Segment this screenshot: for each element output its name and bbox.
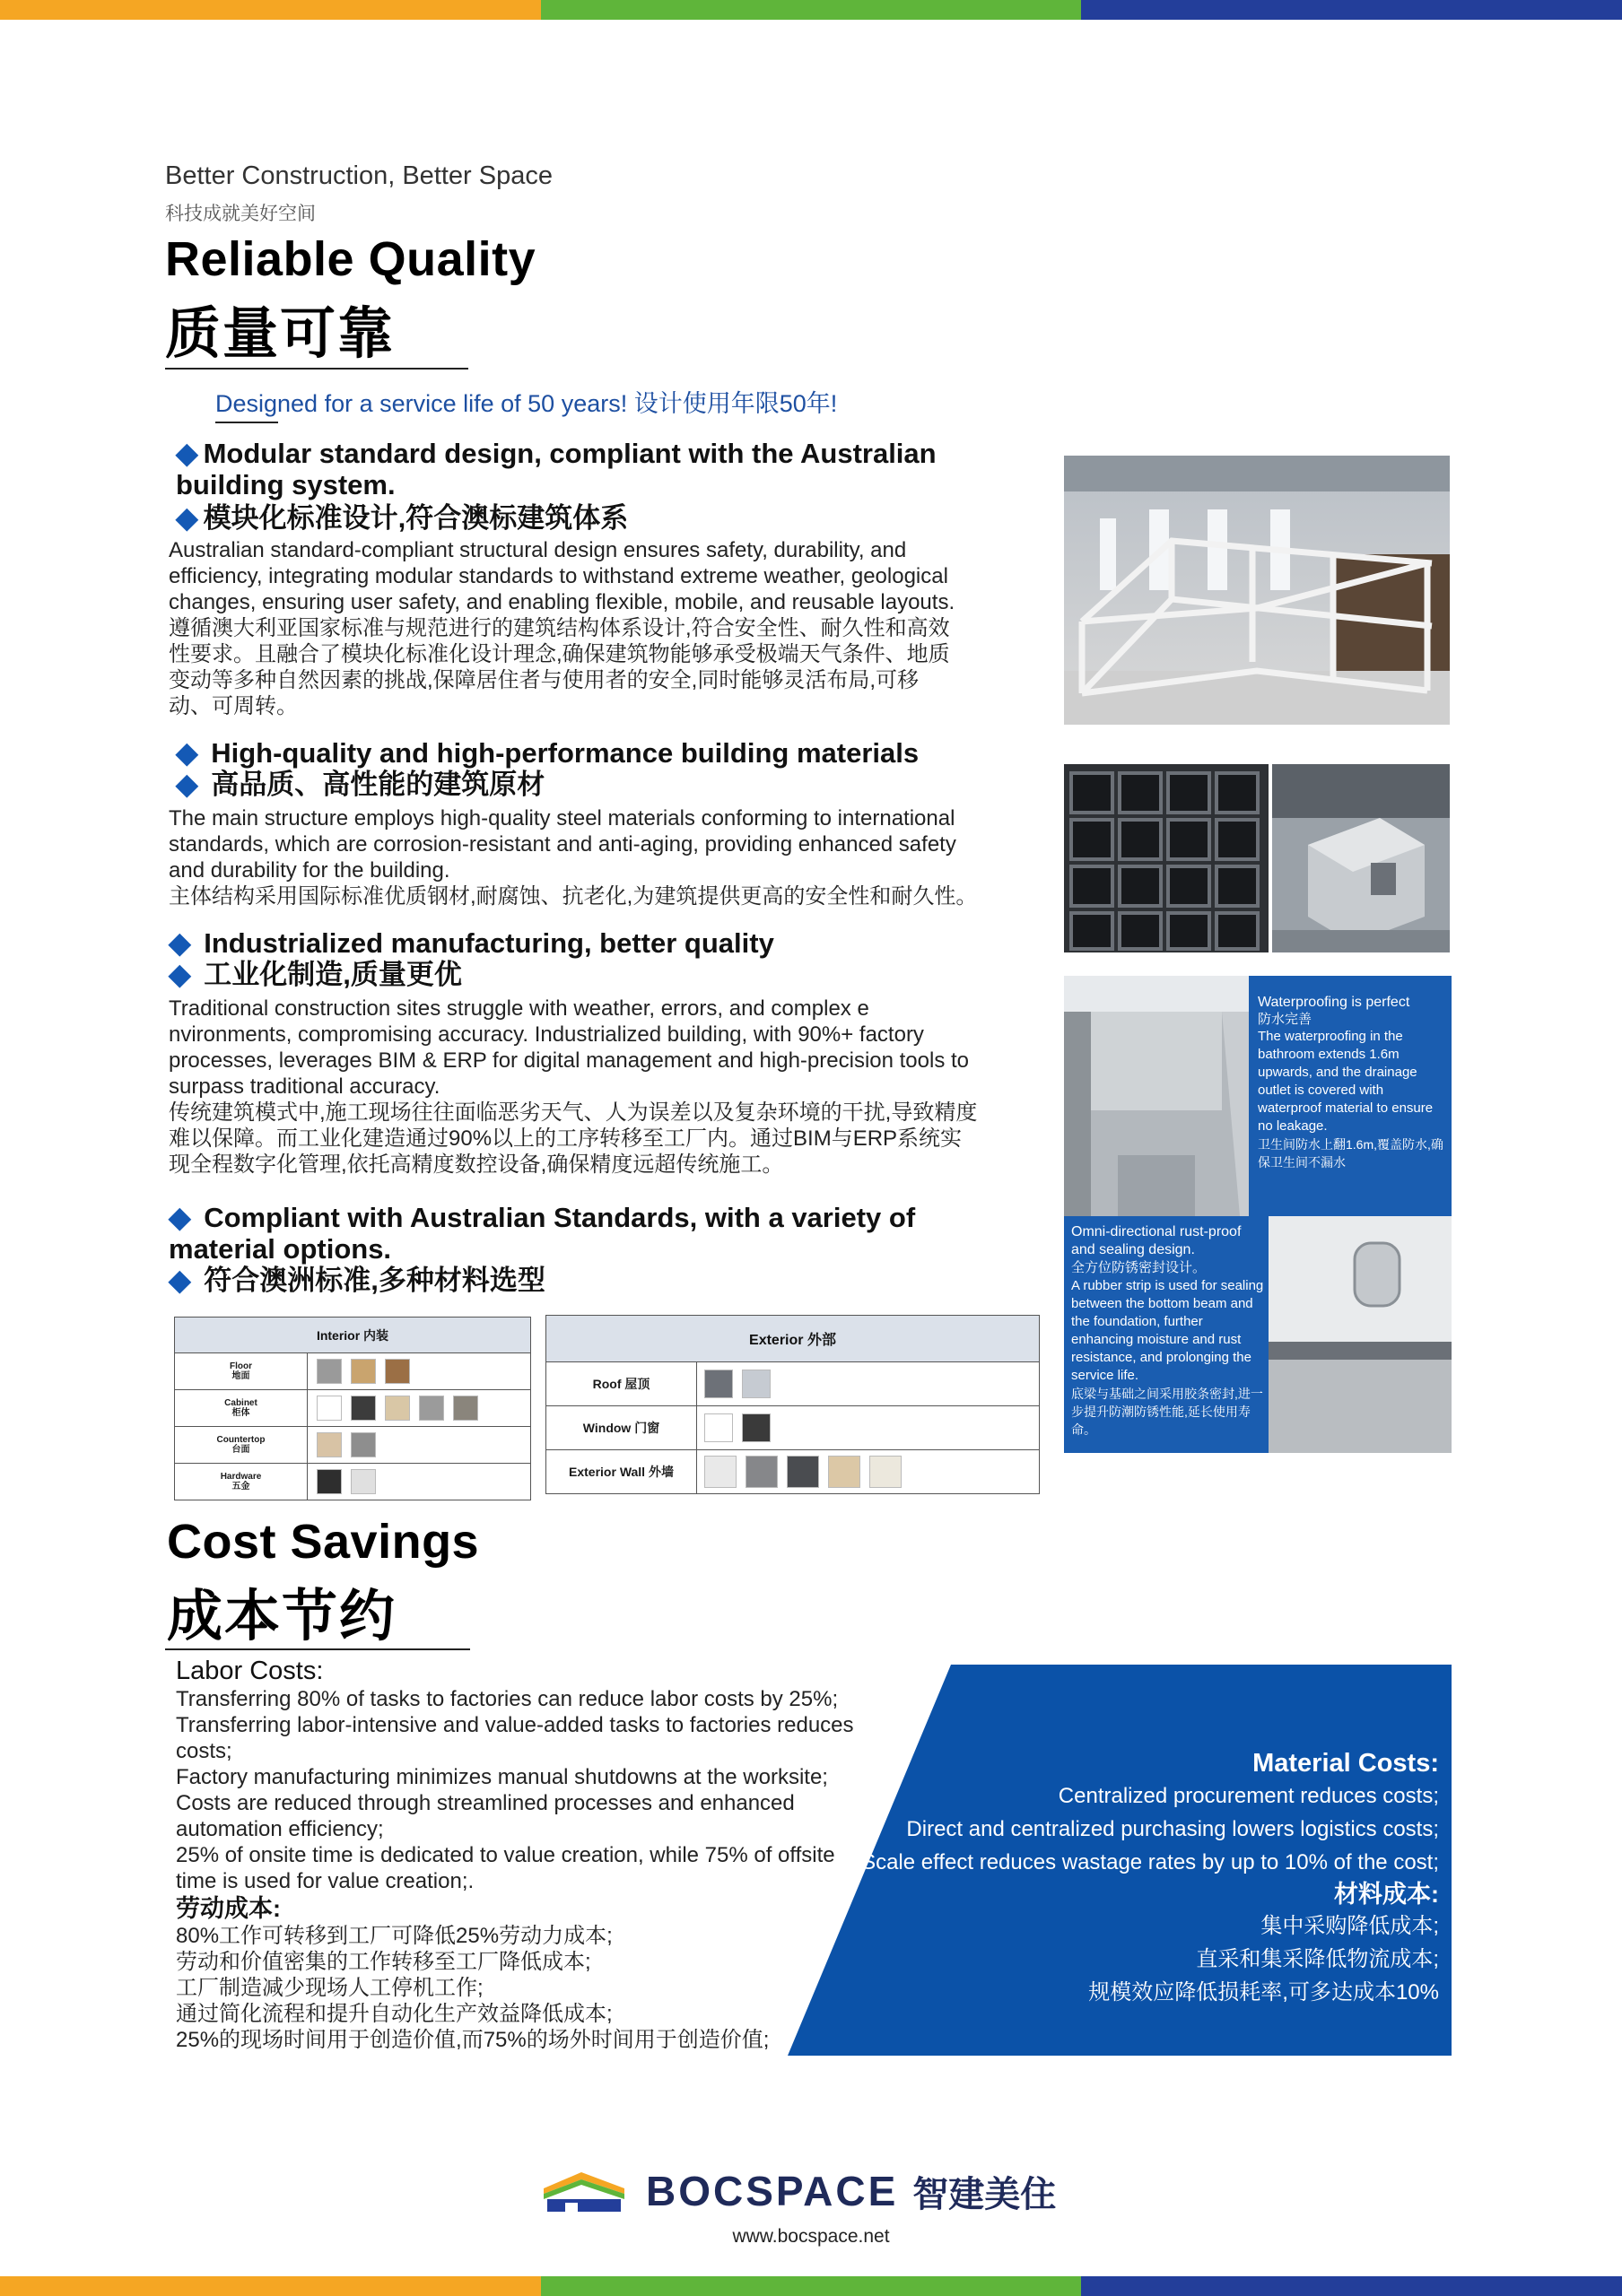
steel-tubes-photo: [1064, 764, 1269, 952]
interior-row: [175, 1353, 531, 1390]
section-manufacturing-body-cn: 传统建筑模式中,施工现场往往面临恶劣天气、人为误差以及复杂环境的干扰,导致精度难以保障。而工业化建造通过90%以上的工序转移至工厂内。通过BIM与ERP系统实现全程数字化管理,依托高精度数控设备,确保精度远超传统施工。: [169, 1100, 978, 1177]
waterproof-box: [1249, 976, 1452, 1216]
footer-url[interactable]: www.bocspace.net: [732, 2226, 890, 2247]
rustproof-body: A rubber strip is used for sealing between the bottom beam and the foundation, further enhancing moisture and rust resistance, and prolonging the service life.: [1071, 1278, 1264, 1383]
interior-label-cn: 柜体: [231, 1408, 250, 1418]
waterproof-title-cn: 防水完善: [1258, 1012, 1312, 1027]
interior-label-en: Floor: [230, 1361, 252, 1371]
material-swatch[interactable]: [704, 1413, 733, 1442]
interior-label-en: Cabinet: [224, 1398, 257, 1408]
material-item-cn: 集中采购降低成本;: [1260, 1914, 1439, 1938]
brand-name-cn: 智建美住: [912, 2173, 1057, 2215]
material-swatch[interactable]: [351, 1469, 376, 1494]
material-swatch[interactable]: [787, 1456, 819, 1488]
interior-label-cn: 地面: [231, 1371, 250, 1381]
interior-label-en: Hardware: [220, 1472, 262, 1482]
interior-row-label: [175, 1353, 308, 1390]
labor-item: Transferring 80% of tasks to factories can reduce labor costs by 25%;: [176, 1687, 839, 1711]
labor-item: 25% of onsite time is dedicated to value creation, while 75% of offsite time is used for value creation;.: [176, 1843, 835, 1893]
interior-label-cn: 五金: [231, 1482, 250, 1492]
section-materials-heading-cn: [169, 769, 976, 800]
material-swatch[interactable]: [385, 1359, 410, 1384]
interior-table: [174, 1317, 531, 1500]
labor-item-cn: 劳动和价值密集的工作转移至工厂降低成本;: [176, 1950, 591, 1974]
bocspace-logo-icon: [538, 2169, 628, 2213]
corner-fitting-photo: [1272, 764, 1450, 952]
material-item: Scale effect reduces wastage rates by up to 10% of the cost;: [861, 1850, 1439, 1874]
quality-title-rule: [165, 368, 468, 370]
section-manufacturing-body: Traditional construction sites struggle with weather, errors, and complex e nvironments, compromising accuracy. Industrialized building, with 90%+ factory processes, leverages BIM & ERP for digital management and high-precision tools to surpass traditional accuracy.: [169, 996, 970, 1099]
material-item-cn: 规模效应降低损耗率,可多达成本10%: [1088, 1980, 1439, 2005]
section-manufacturing-title: Industrialized manufacturing, better quality: [204, 927, 774, 959]
labor-title-colon: :: [316, 1657, 324, 1685]
tagline: Better Construction, Better Space: [165, 161, 553, 190]
section-materials-title: High-quality and high-performance building materials: [211, 737, 920, 769]
note-rule: [215, 422, 278, 423]
section-materials: [169, 737, 976, 909]
section-standards-title: Compliant with Australian Standards, with a variety of material options.: [169, 1202, 916, 1265]
section-standards-heading: [169, 1202, 958, 1265]
material-cn-list: [811, 1909, 1439, 2009]
section-manufacturing-heading: [169, 927, 976, 959]
footer-logo: [538, 2169, 1112, 2213]
section-modular-title-cn: 模块化标准设计,符合澳标建筑体系: [203, 502, 629, 534]
labor-item-cn: 工厂制造减少现场人工停机工作;: [176, 1976, 484, 2000]
section-modular-heading: [169, 438, 976, 500]
service-life-note: Designed for a service life of 50 years! 设计使用年限50年!: [215, 390, 838, 417]
section-manufacturing-title-cn: 工业化制造,质量更优: [204, 959, 462, 990]
section-modular-body-cn: 遵循澳大利亚国家标准与规范进行的建筑结构体系设计,符合安全性、耐久性和高效性要求。且融合了模块化标准化设计理念,确保建筑物能够承受极端天气条件、地质变动等多种自然因素的挑战,保障居住者与使用者的安全,同时能够灵活布局,可移动、可周转。: [169, 616, 950, 718]
interior-row-label: [175, 1390, 308, 1427]
brand-name: BOCSPACE: [646, 2168, 899, 2214]
cost-title-cn: 成本节约: [167, 1583, 397, 1648]
material-swatch[interactable]: [453, 1396, 478, 1421]
material-swatch[interactable]: [317, 1396, 342, 1421]
exterior-row-swatches: [697, 1406, 1040, 1450]
material-title: Material Costs:: [1252, 1749, 1439, 1778]
interior-row-label: [175, 1427, 308, 1464]
diamond-icon: ◆: [176, 437, 198, 469]
labor-title-cn: 劳动成本:: [176, 1895, 281, 1922]
material-swatch[interactable]: [317, 1359, 342, 1384]
material-swatch[interactable]: [419, 1396, 444, 1421]
material-swatch[interactable]: [351, 1432, 376, 1457]
section-manufacturing: [169, 927, 976, 1178]
material-swatch[interactable]: [746, 1456, 778, 1488]
diamond-icon: ◆: [176, 768, 198, 800]
exterior-row-swatches: [697, 1450, 1040, 1494]
material-title-cn: 材料成本:: [1334, 1881, 1439, 1908]
waterproof-body: The waterproofing in the bathroom extends 1.6m upwards, and the drainage outlet is covered with waterproof material to ensure no leakage.: [1258, 1029, 1434, 1134]
rustproof-title: Omni-directional rust-proof and sealing design.: [1071, 1224, 1242, 1257]
section-modular-body: Australian standard-compliant structural design ensures safety, durability, and efficiency, integrating modular standards to withstand extreme weather, geological changes, ensuring user safety, and enabling flexible, mobile, and reusable layouts.: [169, 538, 955, 614]
exterior-table: [545, 1315, 1040, 1494]
tagline-cn: 科技成就美好空间: [165, 203, 316, 224]
material-item: Centralized procurement reduces costs;: [1058, 1784, 1439, 1808]
exterior-row-label: Window 门窗: [546, 1406, 697, 1450]
material-swatch[interactable]: [704, 1456, 737, 1488]
rustproof-body-cn: 底梁与基础之间采用胶条密封,进一步提升防潮防锈性能,延长使用寿命。: [1071, 1387, 1263, 1437]
interior-row-swatches: [308, 1353, 531, 1390]
diamond-icon: ◆: [169, 958, 191, 990]
interior-row: [175, 1427, 531, 1464]
material-item-cn: 直采和集采降低物流成本;: [1196, 1947, 1439, 1971]
quality-title: Reliable Quality: [165, 232, 536, 286]
exterior-row: [546, 1406, 1040, 1450]
section-manufacturing-heading-cn: [169, 959, 976, 990]
diamond-icon: ◆: [169, 1201, 191, 1233]
material-en-list: [811, 1779, 1439, 1879]
material-swatch[interactable]: [317, 1432, 342, 1457]
labor-item-cn: 通过简化流程和提升自动化生产效益降低成本;: [176, 2002, 613, 2026]
labor-item: Costs are reduced through streamlined processes and enhanced automation efficiency;: [176, 1791, 795, 1841]
material-swatch[interactable]: [828, 1456, 860, 1488]
interior-row: [175, 1464, 531, 1500]
labor-item-cn: 25%的现场时间用于创造价值,而75%的场外时间用于创造价值;: [176, 2028, 770, 2052]
waterproof-body-cn: 卫生间防水上翻1.6m,覆盖防水,确保卫生间不漏水: [1258, 1137, 1443, 1170]
material-swatch[interactable]: [351, 1396, 376, 1421]
labor-en-list: [176, 1686, 858, 1894]
section-materials-body: The main structure employs high-quality steel materials conforming to international standards, which are corrosion-resistant and anti-aging, providing enhanced safety and durability for the building.: [169, 806, 956, 883]
quality-title-cn: 质量可靠: [165, 300, 396, 366]
interior-table-header: Interior 内装: [175, 1318, 531, 1353]
labor-item-cn: 80%工作可转移到工厂可降低25%劳动力成本;: [176, 1924, 613, 1948]
interior-row: [175, 1390, 531, 1427]
cost-title: Cost Savings: [167, 1515, 480, 1569]
section-standards-heading-cn: [169, 1265, 976, 1296]
rustproof-title-cn: 全方位防锈密封设计。: [1071, 1260, 1207, 1275]
labor-item: Factory manufacturing minimizes manual shutdowns at the worksite;: [176, 1765, 828, 1789]
bottom-color-bar: [0, 2276, 1622, 2296]
section-materials-title-cn: 高品质、高性能的建筑原材: [211, 769, 545, 800]
material-costs: [811, 1747, 1439, 2009]
waterproof-title: Waterproofing is perfect: [1258, 995, 1410, 1010]
section-standards: [169, 1202, 976, 1296]
section-materials-heading: [169, 737, 976, 769]
module-frame-photo: [1064, 456, 1450, 725]
material-swatch[interactable]: [869, 1456, 902, 1488]
exterior-row: [546, 1450, 1040, 1494]
exterior-row: [546, 1362, 1040, 1406]
section-modular-title: Modular standard design, compliant with the Australian building system.: [176, 438, 937, 500]
material-swatch[interactable]: [704, 1370, 733, 1398]
interior-row-swatches: [308, 1390, 531, 1427]
exterior-row-label: Roof 屋顶: [546, 1362, 697, 1406]
section-modular-heading-cn: [169, 502, 976, 534]
interior-row-label: [175, 1464, 308, 1500]
material-swatch[interactable]: [385, 1396, 410, 1421]
diamond-icon: ◆: [176, 736, 198, 769]
interior-row-swatches: [308, 1464, 531, 1500]
exterior-row-label: Exterior Wall 外墙: [546, 1450, 697, 1494]
section-standards-title-cn: 符合澳洲标准,多种材料选型: [204, 1265, 545, 1296]
rustproof-box: [1064, 1216, 1269, 1453]
material-swatch[interactable]: [351, 1359, 376, 1384]
interior-label-en: Countertop: [216, 1435, 266, 1445]
interior-row-swatches: [308, 1427, 531, 1464]
material-swatch[interactable]: [742, 1413, 771, 1442]
material-item: Direct and centralized purchasing lowers logistics costs;: [906, 1817, 1439, 1841]
cost-title-rule: [165, 1648, 470, 1650]
labor-title: Labor Costs: [176, 1657, 317, 1685]
beam-seal-photo: [1269, 1216, 1452, 1453]
labor-item: Transferring labor-intensive and value-added tasks to factories reduces costs;: [176, 1713, 854, 1763]
diamond-icon: ◆: [176, 501, 198, 534]
diamond-icon: ◆: [169, 1264, 191, 1296]
material-swatch[interactable]: [317, 1469, 342, 1494]
diamond-icon: ◆: [169, 926, 191, 959]
material-swatch[interactable]: [742, 1370, 771, 1398]
top-color-bar: [0, 0, 1622, 20]
interior-label-cn: 台面: [231, 1445, 250, 1455]
section-materials-body-cn: 主体结构采用国际标准优质钢材,耐腐蚀、抗老化,为建筑提供更高的安全性和耐久性。: [169, 884, 978, 909]
exterior-row-swatches: [697, 1362, 1040, 1406]
bathroom-photo: [1064, 976, 1249, 1216]
section-modular: [169, 438, 976, 719]
exterior-table-header: Exterior 外部: [546, 1316, 1040, 1362]
